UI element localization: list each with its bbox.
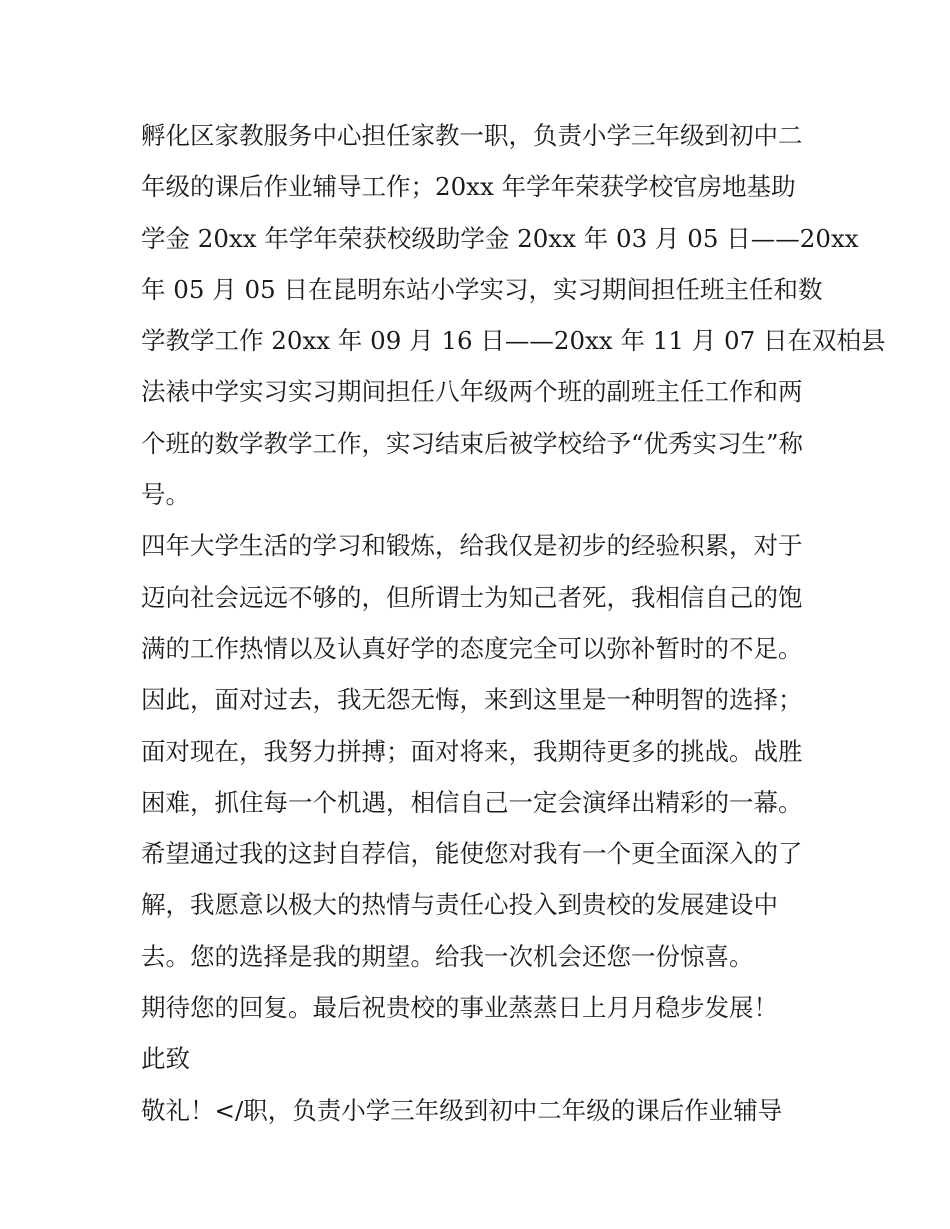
text-line-19: 此致: [141, 1044, 190, 1074]
text-line-15: 希望通过我的这封自荐信，能使您对我有一个更全面深入的了: [141, 839, 803, 869]
text-line-10: 迈向社会远远不够的，但所谓士为知己者死，我相信自己的饱: [141, 582, 803, 612]
text-line-16: 解，我愿意以极大的热情与责任心投入到贵校的发展建设中: [141, 890, 778, 920]
text-line-13: 面对现在，我努力拼搏；面对将来，我期待更多的挑战。战胜: [141, 736, 803, 766]
text-line-17: 去。您的选择是我的期望。给我一次机会还您一份惊喜。: [141, 941, 754, 971]
text-line-12: 因此，面对过去，我无怨无悔，来到这里是一种明智的选择；: [141, 685, 803, 715]
text-line-14: 困难，抓住每一个机遇，相信自己一定会演绎出精彩的一幕。: [141, 787, 803, 817]
text-line-4: 年 05 月 05 日在昆明东站小学实习，实习期间担任班主任和数: [141, 274, 823, 304]
letter-body: [141, 110, 886, 1136]
text-line-3: 学金 20xx 年学年荣获校级助学金 20xx 年 03 月 05 日——20xx: [141, 223, 859, 253]
text-line-18: 期待您的回复。最后祝贵校的事业蒸蒸日上月月稳步发展！: [141, 993, 778, 1023]
text-line-7: 个班的数学教学工作，实习结束后被学校给予“优秀实习生”称: [141, 428, 804, 458]
text-line-6: 法裱中学实习实习期间担任八年级两个班的副班主任工作和两: [141, 377, 803, 407]
text-line-1: 孵化区家教服务中心担任家教一职，负责小学三年级到初中二: [141, 121, 803, 150]
text-line-2: 年级的课后作业辅导工作；20xx 年学年荣获学校官房地基助: [141, 172, 796, 202]
text-line-5: 学教学工作 20xx 年 09 月 16 日——20xx 年 11 月 07 日在双柏县: [141, 326, 886, 356]
text-line-20: 敬礼！</职，负责小学三年级到初中二年级的课后作业辅导: [141, 1095, 783, 1125]
text-line-9: 四年大学生活的学习和锻炼，给我仅是初步的经验积累，对于: [141, 531, 803, 561]
text-line-8: 号。: [141, 480, 190, 510]
text-line-11: 满的工作热情以及认真好学的态度完全可以弥补暂时的不足。: [141, 633, 803, 663]
